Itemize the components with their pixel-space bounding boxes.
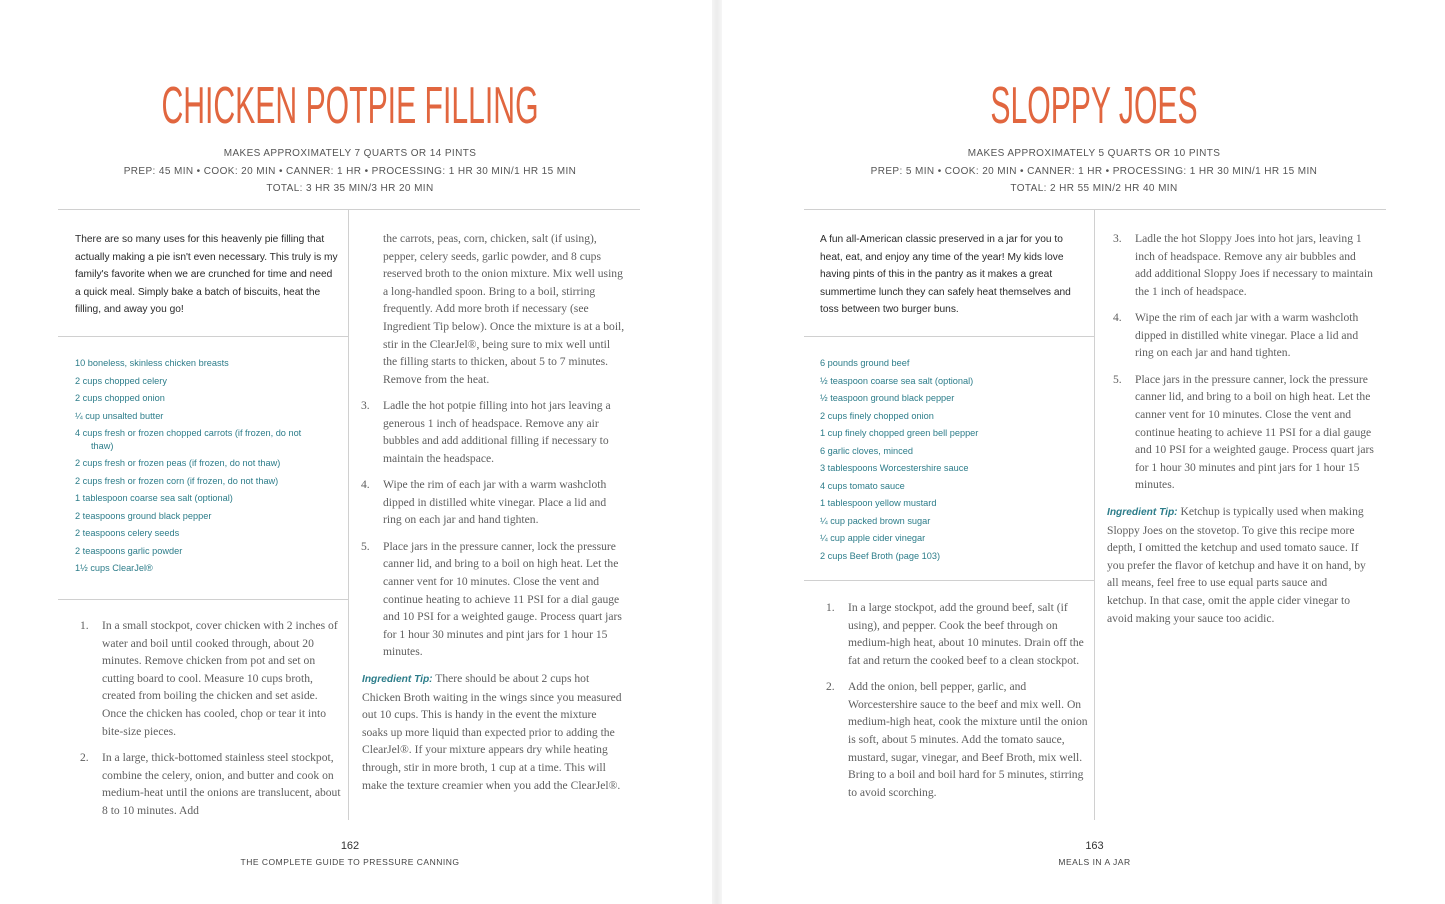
ingredient-item: 4 cups fresh or frozen chopped carrots (if frozen, do not thaw) — [75, 428, 302, 451]
step-text: Place jars in the pressure canner, lock the pressure canner lid, and bring to a boil on high heat. Let the canner vent for 10 minutes. Close the vent and continue heating to achieve 11 PSI for a dial gauge and 10 PSI for a weighted gauge. Process quart jars for 1 hour 30 minutes and pint jars for 1 hour 15 minutes. — [383, 539, 622, 659]
ingredient-item: 1 tablespoon coarse sea salt (optional) — [75, 493, 233, 503]
step-text: Ladle the hot potpie filling into hot jars leaving a generous 1 inch of headspace. Remove any air bubbles and add additional filling if necessary to maintain the headspace. — [383, 399, 611, 465]
step-number: 1. — [80, 619, 89, 632]
header-divider — [804, 209, 1386, 210]
step-text: In a large, thick-bottomed stainless steel stockpot, combine the celery, onion, and butter and cook on medium-heat until the onions are translucent, about 8 to 10 minutes. Add — [102, 750, 341, 817]
step-text: Place jars in the pressure canner, lock the pressure canner lid, and bring to a boil on high heat. Let the canner vent for 10 minutes. Close the vent and continue heating to achieve 11 PSI for a dial gauge and 10 PSI for a weighted gauge. Process quart jars for 1 hour 30 minutes and pint jars for 1 hour 15 minutes. — [1135, 372, 1374, 492]
ingredient-item: 6 pounds ground beef — [820, 358, 910, 368]
recipe-title: CHICKEN POTPIE FILLING — [161, 77, 539, 135]
running-title: THE COMPLETE GUIDE TO PRESSURE CANNING — [240, 857, 460, 867]
ingredient-item: 2 cups fresh or frozen corn (if frozen, do not thaw) — [75, 475, 279, 486]
ingredient-item: 1½ cups ClearJel® — [75, 563, 153, 573]
tip-text: Ketchup is typically used when making Sloppy Joes on the stovetop. To give this recipe more depth, I omitted the ketchup and used tomato sauce. If you prefer the flavor of ketchup and have it on hand, by all means, feel free to use equal parts sauce and ketchup. In that case, omit the apple cider vinegar to avoid making your sauce too acidic. — [1107, 505, 1366, 625]
ingredient-item: 2 teaspoons garlic powder — [75, 545, 183, 556]
ingredient-item: ¼ cup packed brown sugar — [820, 515, 931, 526]
step-text: Wipe the rim of each jar with a warm washcloth dipped in distilled white vinegar. Place a lid and ring on each jar and hand tighten. — [383, 478, 607, 527]
ingredients-divider — [58, 599, 348, 600]
ingredient-item: 6 garlic cloves, minced — [820, 445, 913, 456]
ingredient-tip — [1107, 503, 1369, 627]
time-line: PREP: 45 MIN • COOK: 20 MIN • CANNER: 1 HR • PROCESSING: 1 HR 30 MIN/1 HR 15 MIN — [123, 165, 577, 177]
page-number: 163 — [1085, 840, 1104, 852]
recipe-intro: There are so many uses for this heavenly pie filling that actually making a pie isn't even necessary. This truly is my family's favorite when we are crunched for time and need a quick meal. Simply bake a batch of biscuits, heat the filling, and away you go! — [75, 234, 338, 316]
ingredient-item: ½ teaspoon coarse sea salt (optional) — [820, 375, 974, 386]
yield-line: MAKES APPROXIMATELY 5 QUARTS OR 10 PINTS — [967, 148, 1221, 159]
direction-step — [1113, 309, 1375, 362]
ingredients-list — [75, 355, 337, 578]
ingredient-item: 2 teaspoons ground black pepper — [75, 510, 212, 521]
ingredient-item: 3 tablespoons Worcestershire sauce — [820, 463, 969, 473]
column-divider — [1094, 210, 1095, 820]
ingredient-tip — [362, 670, 622, 794]
total-line: TOTAL: 2 HR 55 MIN/2 HR 40 MIN — [1010, 183, 1178, 194]
direction-step — [1113, 371, 1375, 494]
step-number: 2. — [826, 680, 835, 694]
recipe-meta — [744, 145, 1444, 198]
direction-step — [1113, 230, 1375, 300]
running-title: MEALS IN A JAR — [1058, 857, 1131, 867]
total-line: TOTAL: 3 HR 35 MIN/3 HR 20 MIN — [266, 183, 434, 194]
ingredient-item: ½ teaspoon ground black pepper — [820, 393, 955, 403]
step-number: 4. — [1113, 311, 1122, 325]
direction-step — [80, 617, 342, 740]
step-text: Ladle the hot Sloppy Joes into hot jars, leaving 1 inch of headspace. Remove any air bubbles and add additional Sloppy Joes if necessary to maintain the 1 inch of headspace. — [1135, 232, 1373, 298]
ingredient-item: ¼ cup apple cider vinegar — [820, 533, 926, 543]
direction-step — [361, 397, 626, 467]
right-page — [722, 0, 1445, 904]
step-continuation: the carrots, peas, corn, chicken, salt (if using), pepper, celery seeds, garlic powder, and 8 cups reserved broth to the onion mixture. Mix well using a long-handled spoon. Bring to a boil, stirring frequently. Add more broth if necessary (see Ingredient Tip below). Once the mixture is at a boil, stir in the ClearJel®, being sure to mix well until the filling starts to thicken, about 5 to 7 minutes. Remove from the heat. — [383, 232, 625, 386]
ingredients-list — [820, 355, 1082, 565]
directions-col1 — [826, 599, 1088, 810]
ingredient-item: 1 tablespoon yellow mustard — [820, 498, 937, 508]
directions-col2 — [1113, 230, 1375, 503]
recipe-title: SLOPPY JOES — [990, 77, 1198, 135]
ingredients-divider — [804, 580, 1094, 581]
step-number: 2. — [80, 750, 89, 764]
header-divider — [58, 209, 640, 210]
direction-step — [80, 749, 342, 819]
intro-divider — [58, 336, 348, 337]
ingredient-item: 2 cups chopped celery — [75, 375, 167, 386]
ingredient-item: 2 cups fresh or frozen peas (if frozen, do not thaw) — [75, 458, 281, 468]
ingredient-item: 2 cups chopped onion — [75, 393, 165, 403]
ingredient-item: 2 cups Beef Broth (page 103) — [820, 550, 941, 561]
step-number: 5. — [361, 539, 370, 553]
page-number: 162 — [340, 840, 360, 852]
ingredient-item: 1 cup finely chopped green bell pepper — [820, 428, 979, 438]
step-number: 4. — [361, 478, 370, 492]
direction-step — [826, 599, 1088, 669]
column-divider — [348, 210, 349, 820]
left-page — [0, 0, 700, 904]
recipe-intro: A fun all-American classic preserved in a jar for you to heat, eat, and enjoy any time of the year! My kids love having pints of this in the pantry as it makes a great summertime lunch they can safely heat themselves and toss between two burger buns. — [820, 234, 1071, 316]
ingredient-item: 4 cups tomato sauce — [820, 480, 905, 491]
direction-step — [826, 678, 1088, 801]
book-gutter — [712, 0, 722, 904]
step-text: Wipe the rim of each jar with a warm washcloth dipped in distilled white vinegar. Place a lid and ring on each jar and hand tighten. — [1135, 311, 1359, 360]
tip-text: There should be about 2 cups hot Chicken Broth waiting in the wings since you measured out 10 cups. This is handy in the event the mixture soaks up more liquid than expected prior to adding the ClearJel®. If your mixture appears dry while heating through, stir in more broth, 1 cup at a time. This will make the texture creamier when you add the ClearJel®. — [362, 672, 622, 792]
ingredient-item: 2 cups finely chopped onion — [820, 410, 934, 421]
yield-line: MAKES APPROXIMATELY 7 QUARTS OR 14 PINTS — [223, 148, 477, 159]
recipe-meta — [0, 145, 700, 198]
directions-col1 — [80, 617, 342, 828]
intro-divider — [804, 336, 1094, 337]
direction-step — [361, 476, 626, 529]
step-text: Add the onion, bell pepper, garlic, and Worcestershire sauce to the beef and mix well. On medium-high heat, cook the mixture until the onion is soft, about 5 minutes. Add the tomato sauce, mustard, sugar, vinegar, and Beef Broth, mix well. Bring to a boil and boil hard for 5 minutes, stirring to avoid scorching. — [848, 680, 1088, 799]
step-number: 3. — [1113, 232, 1122, 245]
ingredient-item: 10 boneless, skinless chicken breasts — [75, 358, 229, 368]
ingredient-item: ¼ cup unsalted butter — [75, 410, 164, 421]
step-number: 3. — [361, 399, 370, 412]
step-text: In a large stockpot, add the ground beef, salt (if using), and pepper. Cook the beef through on medium-high heat, about 10 minutes. Drain off the fat and return the cooked beef to a clean stockpot. — [848, 601, 1084, 667]
tip-label: Ingredient Tip: — [1107, 507, 1178, 518]
ingredient-item: 2 teaspoons celery seeds — [75, 528, 180, 538]
step-number: 5. — [1113, 372, 1122, 386]
time-line: PREP: 5 MIN • COOK: 20 MIN • CANNER: 1 HR • PROCESSING: 1 HR 30 MIN/1 HR 15 MIN — [870, 165, 1318, 177]
step-number: 1. — [826, 601, 835, 614]
step-text: In a small stockpot, cover chicken with 2 inches of water and boil until cooked through, about 20 minutes. Remove chicken from pot and set on cutting board to cool. Measure 10 cups broth, created from boiling the chicken and set aside. Once the chicken has cooled, chop or tear it into bite-size pieces. — [102, 619, 338, 738]
directions-col2 — [361, 397, 626, 670]
tip-label: Ingredient Tip: — [362, 674, 433, 685]
direction-step — [361, 538, 626, 661]
